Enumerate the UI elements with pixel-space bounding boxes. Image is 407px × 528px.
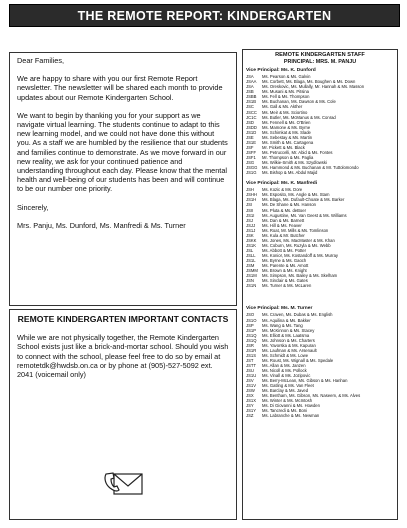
class-code: JSZ — [246, 413, 254, 419]
class-code: JS1V — [246, 383, 257, 389]
class-teachers: Ms. Kozic & Ms. Dore — [262, 187, 303, 193]
class-code: JSD — [246, 119, 254, 125]
class-teachers: Ms. Esposito, Ms. Angle & Ms. Stam — [262, 192, 330, 198]
class-teachers: Ms. Barclay & Ms. Javed — [262, 388, 309, 394]
class-code: JSGG — [246, 165, 258, 171]
class-teachers: Ms. Fell & Ms. Thompson — [262, 94, 310, 100]
class-row — [246, 413, 394, 418]
class-code: JS1Y — [246, 408, 257, 414]
class-teachers: Ms. Winter & Ms. McIntosh — [262, 398, 313, 404]
class-code: JS1J — [246, 227, 256, 233]
class-teachers: Ms. Turner & Ms. McLaren — [262, 283, 312, 289]
class-teachers: Ms. Roust, Ms. Wignall & Ms. Spedale — [262, 357, 334, 363]
newsletter-banner: THE REMOTE REPORT: KINDERGARTEN — [9, 4, 400, 27]
vice-principal-heading: Vice Principal: Ms. K. Dunford — [246, 68, 316, 73]
class-teachers: Ms. Fennell & Ms. O'Brien — [262, 119, 311, 125]
class-code: JSX — [246, 393, 254, 399]
class-code: JS1Q — [246, 337, 257, 343]
class-teachers: Ms. Meir & Ms. Sciortino — [262, 109, 308, 115]
class-code: JS1R — [246, 347, 257, 353]
class-code: JSAA — [246, 79, 257, 85]
class-teachers: Ms. Jones, Ms. MacMaster & Ms. Khan — [262, 237, 335, 243]
class-code: JS1X — [246, 398, 257, 404]
class-code: JC1C — [246, 114, 257, 120]
class-teachers: Ms. Sebestay & Ms. Martin — [262, 134, 313, 140]
class-teachers: Ms. Oreskovic, Ms. Mullally, Mr. Hannah & Ms. Masson — [262, 84, 365, 90]
class-teachers: Ms. Bishop & Ms. Abdul Majid — [262, 170, 318, 176]
class-teachers: Ms. Abbott & Ms. Potter — [262, 247, 306, 253]
class-teachers: Ms. Roat, Mr. Mills & Ms. Tomlinson — [262, 227, 329, 233]
class-code: JSJ — [246, 217, 253, 223]
class-code: JSA — [246, 74, 254, 80]
class-code: JSR — [246, 342, 254, 348]
letter-greeting: Dear Families, — [17, 56, 65, 65]
class-code: JSV — [246, 378, 254, 384]
class-code: JS1P — [246, 327, 257, 333]
class-teachers: Ms. Coburn, Ms. Ruzyla & Ms. Webb — [262, 242, 331, 248]
class-teachers: Ms. Wilkie-Smith & Ms. Szydlowski — [262, 160, 327, 165]
class-teachers: Ms. Sinclair & Ms. Gates — [262, 278, 308, 284]
class-code: JSU — [246, 368, 254, 373]
class-teachers: Ms. Bentham, Ms. Gibson, Ms. Naseem, & Ms. Alves — [262, 393, 361, 399]
class-code: JSE — [246, 134, 254, 140]
staff-title: REMOTE KINDERGARTEN STAFF — [275, 52, 365, 58]
class-teachers: Ms. Craven, Ms. Dubas & Ms. English — [262, 312, 333, 318]
class-teachers: Ms. Brown & Ms. Knight — [262, 268, 307, 274]
class-code: JSP — [246, 322, 254, 328]
class-teachers: Ms. Konior, Ms. Kostandoff & Ms. Murray — [262, 252, 339, 258]
class-code: JSLL — [246, 252, 256, 258]
class-row — [246, 170, 394, 175]
class-teachers: Ms. Byrne & Ms. Gaoch — [262, 258, 307, 263]
class-code: JSII — [246, 207, 254, 213]
class-teachers: Ms. Berry-McLean, Ms. Gibson & Ms. Hanhan — [262, 378, 348, 384]
class-code: JSL — [246, 247, 254, 253]
class-code: JS1M — [246, 273, 257, 279]
class-teachers: Ms. McKinnon & Ms. Stacey — [262, 327, 315, 333]
class-teachers: Ms. Pearson & Ms. Galvin — [262, 74, 311, 80]
class-code: JS1N — [246, 283, 257, 289]
important-contacts-box — [9, 309, 237, 520]
class-code: JSK — [246, 232, 254, 238]
class-teachers: Ms. Butler, Ms. McManus & Ms. Conrad — [262, 114, 336, 120]
letter-signature: Mrs. Panju, Ms. Dunford, Ms. Manfredi & Ms. Turner — [17, 220, 186, 230]
class-code: JSY — [246, 403, 254, 409]
phone-envelope-icon — [102, 460, 146, 506]
contacts-title: REMOTE KINDERGARTEN IMPORTANT CONTACTS — [17, 314, 229, 324]
class-teachers: Ms. Musani & Ms. Pitsina — [262, 89, 310, 95]
class-code: JS1L — [246, 258, 256, 263]
class-teachers: Ms. Elliott & Ms. Laatsma — [262, 332, 310, 338]
class-code: JSHH — [246, 192, 257, 198]
class-teachers: Ms. Laufman & Ms. Arsenault — [262, 347, 317, 353]
class-teachers: Ms. Parente & Ms. Amott — [262, 263, 309, 269]
class-teachers: Ms. Tancredi & Ms. Boni — [262, 408, 308, 414]
class-teachers: Ms. Hill & Ms. Feaver — [262, 222, 302, 228]
class-teachers: Ms. Corbett, Ms. Blaga, Ms. Boughen & Ms. Down — [262, 79, 356, 85]
class-teachers: Mr. Pickett & Ms. Black — [262, 144, 305, 150]
welcome-letter — [9, 52, 237, 306]
class-code: JSJJ — [246, 222, 256, 228]
class-code: JS1I — [246, 212, 255, 218]
class-teachers: Ms. Blaga, Ms. Dufault-Choate & Ms. Barker — [262, 197, 345, 203]
class-teachers: Ms. Aquilina & Ms. Bakker — [262, 317, 311, 323]
class-teachers: Ms. Buchanan, Ms. Dawson & Ms. Cole — [262, 99, 336, 105]
contacts-body: While we are not physically together, the Remote Kindergarten School exists just like a brick-and-mortar school. Should you wish to connect with the school, please feel free to do so by email at remotetdk@hwdsb.on.ca or by phone at (905)-527-5092 ext. 2041 (voicemail only) — [17, 333, 229, 380]
vice-principal-heading: Vice Principal: Ms. M. Turner — [246, 306, 313, 312]
vice-principal-heading: Vice Principal: Ms. K. Manfredi — [246, 181, 318, 187]
letter-paragraph-1: We are happy to share with you our first Remote Report newsletter. The newsletter will be shared each month to provide updates about our Remote Kindergarten School. — [17, 74, 223, 102]
class-teachers: Ms. Di Giovanni & Ms. Howden — [262, 403, 320, 409]
class-teachers: Ms. De Shane & Ms. Hanson — [262, 202, 316, 208]
class-code: JS1U — [246, 373, 257, 379]
class-teachers: Ms. Allan & Ms. Janzen — [262, 362, 306, 368]
class-code: JSI — [246, 202, 253, 208]
class-code: JS1D — [246, 129, 257, 135]
class-teachers: Ms. Schimkat & Ms. Slade — [262, 129, 311, 135]
class-code: JSMM — [246, 268, 258, 274]
class-code: JSN — [246, 278, 254, 284]
class-code: JSFF — [246, 149, 257, 155]
class-code: JSF1 — [246, 154, 256, 160]
class-code: JSF — [246, 144, 254, 150]
class-code: JS1G — [246, 170, 257, 176]
class-teachers: Ms. Labranche & Ms. Newman — [262, 413, 320, 419]
class-teachers: Mr. Thompson & Ms. Paglia — [262, 154, 314, 160]
class-teachers: Ms. Hammond & Ms. Buchanan & Mr. Tuttolomondo — [262, 165, 359, 171]
class-teachers: Ms. Gatling & Ms. Van Fleet — [262, 383, 314, 389]
staff-groups — [246, 68, 394, 418]
class-code: JSB — [246, 89, 254, 95]
class-code: JS1H — [246, 197, 257, 203]
class-code: JS1E — [246, 139, 257, 145]
class-teachers: Ms. Gall & Ms. Akther — [262, 104, 303, 110]
class-teachers: Ms. Simpson, Ms. Bailey & Ms. Skelham — [262, 273, 338, 279]
class-code: JSBB — [246, 94, 257, 100]
class-teachers: Ms. Dan & Ms. Barnett — [262, 217, 305, 223]
class-code: JS1S — [246, 352, 257, 358]
class-teachers: Ms. Schmidt & Ms. Lowe — [262, 352, 309, 358]
letter-closing: Sincerely, — [17, 202, 49, 212]
class-code: JSDD — [246, 124, 257, 130]
class-teachers: Ms. Vinall & Ms. Jozipovic — [262, 373, 311, 379]
class-code: JSKK — [246, 237, 257, 243]
class-code: JSO — [246, 312, 255, 318]
class-teachers: Ms. Wang & Ms. Tang — [262, 322, 303, 328]
class-teachers: Ms. Kula & Mr. Butcher — [262, 232, 305, 238]
class-code: JSCC — [246, 109, 257, 115]
class-teachers: Ms. Nicoll & Ms. Pollock — [262, 368, 307, 373]
class-code: JSTT — [246, 362, 257, 368]
class-teachers: Ms. Yavorska & Ms. Kapuran — [262, 342, 316, 348]
class-code: JSM — [246, 263, 255, 269]
class-code: JST — [246, 357, 254, 363]
class-teachers: Ms. Augustine, Ms. Van Geest & Ms. Williams — [262, 212, 347, 218]
class-teachers: Ms. Mamone & Ms. Byrne — [262, 124, 311, 130]
class-code: JSW — [246, 388, 255, 394]
class-code: JSC — [246, 104, 254, 110]
class-code: JSG — [246, 160, 255, 165]
class-code: JSA — [246, 84, 254, 90]
class-teachers: Ms. Johnson & Ms. Charters — [262, 337, 315, 343]
class-code: JSH — [246, 187, 254, 193]
class-code: JS1O — [246, 317, 257, 323]
letter-paragraph-2: We want to begin by thanking you for your support as we navigate virtual learning. The students continue to adapt to this new learning model, and we could not have done this without you. As a staff we are humbled by the resilience that our students and families continue to demonstrate. As we move forward in our new reality, we ask for your continued patience and understanding throughout each day. Please know that the mental health and well-being of our students has been and will continue to be our number one priority. — [17, 110, 228, 194]
class-row — [246, 283, 394, 288]
class-teachers: Ms. Petruccelli, Mr. Abid & Ms. Fontes — [262, 149, 333, 155]
class-teachers: Ms. Smith & Ms. Cartagena — [262, 139, 314, 145]
principal-name: PRINCIPAL: MRS. M. PANJU — [283, 59, 357, 65]
class-code: JS1K — [246, 242, 257, 248]
staff-directory — [242, 49, 398, 520]
class-code: JS1B — [246, 99, 257, 105]
class-teachers: Ms. Pluta & Ms. deBoer — [262, 207, 306, 213]
class-code: JS1Q — [246, 332, 257, 338]
